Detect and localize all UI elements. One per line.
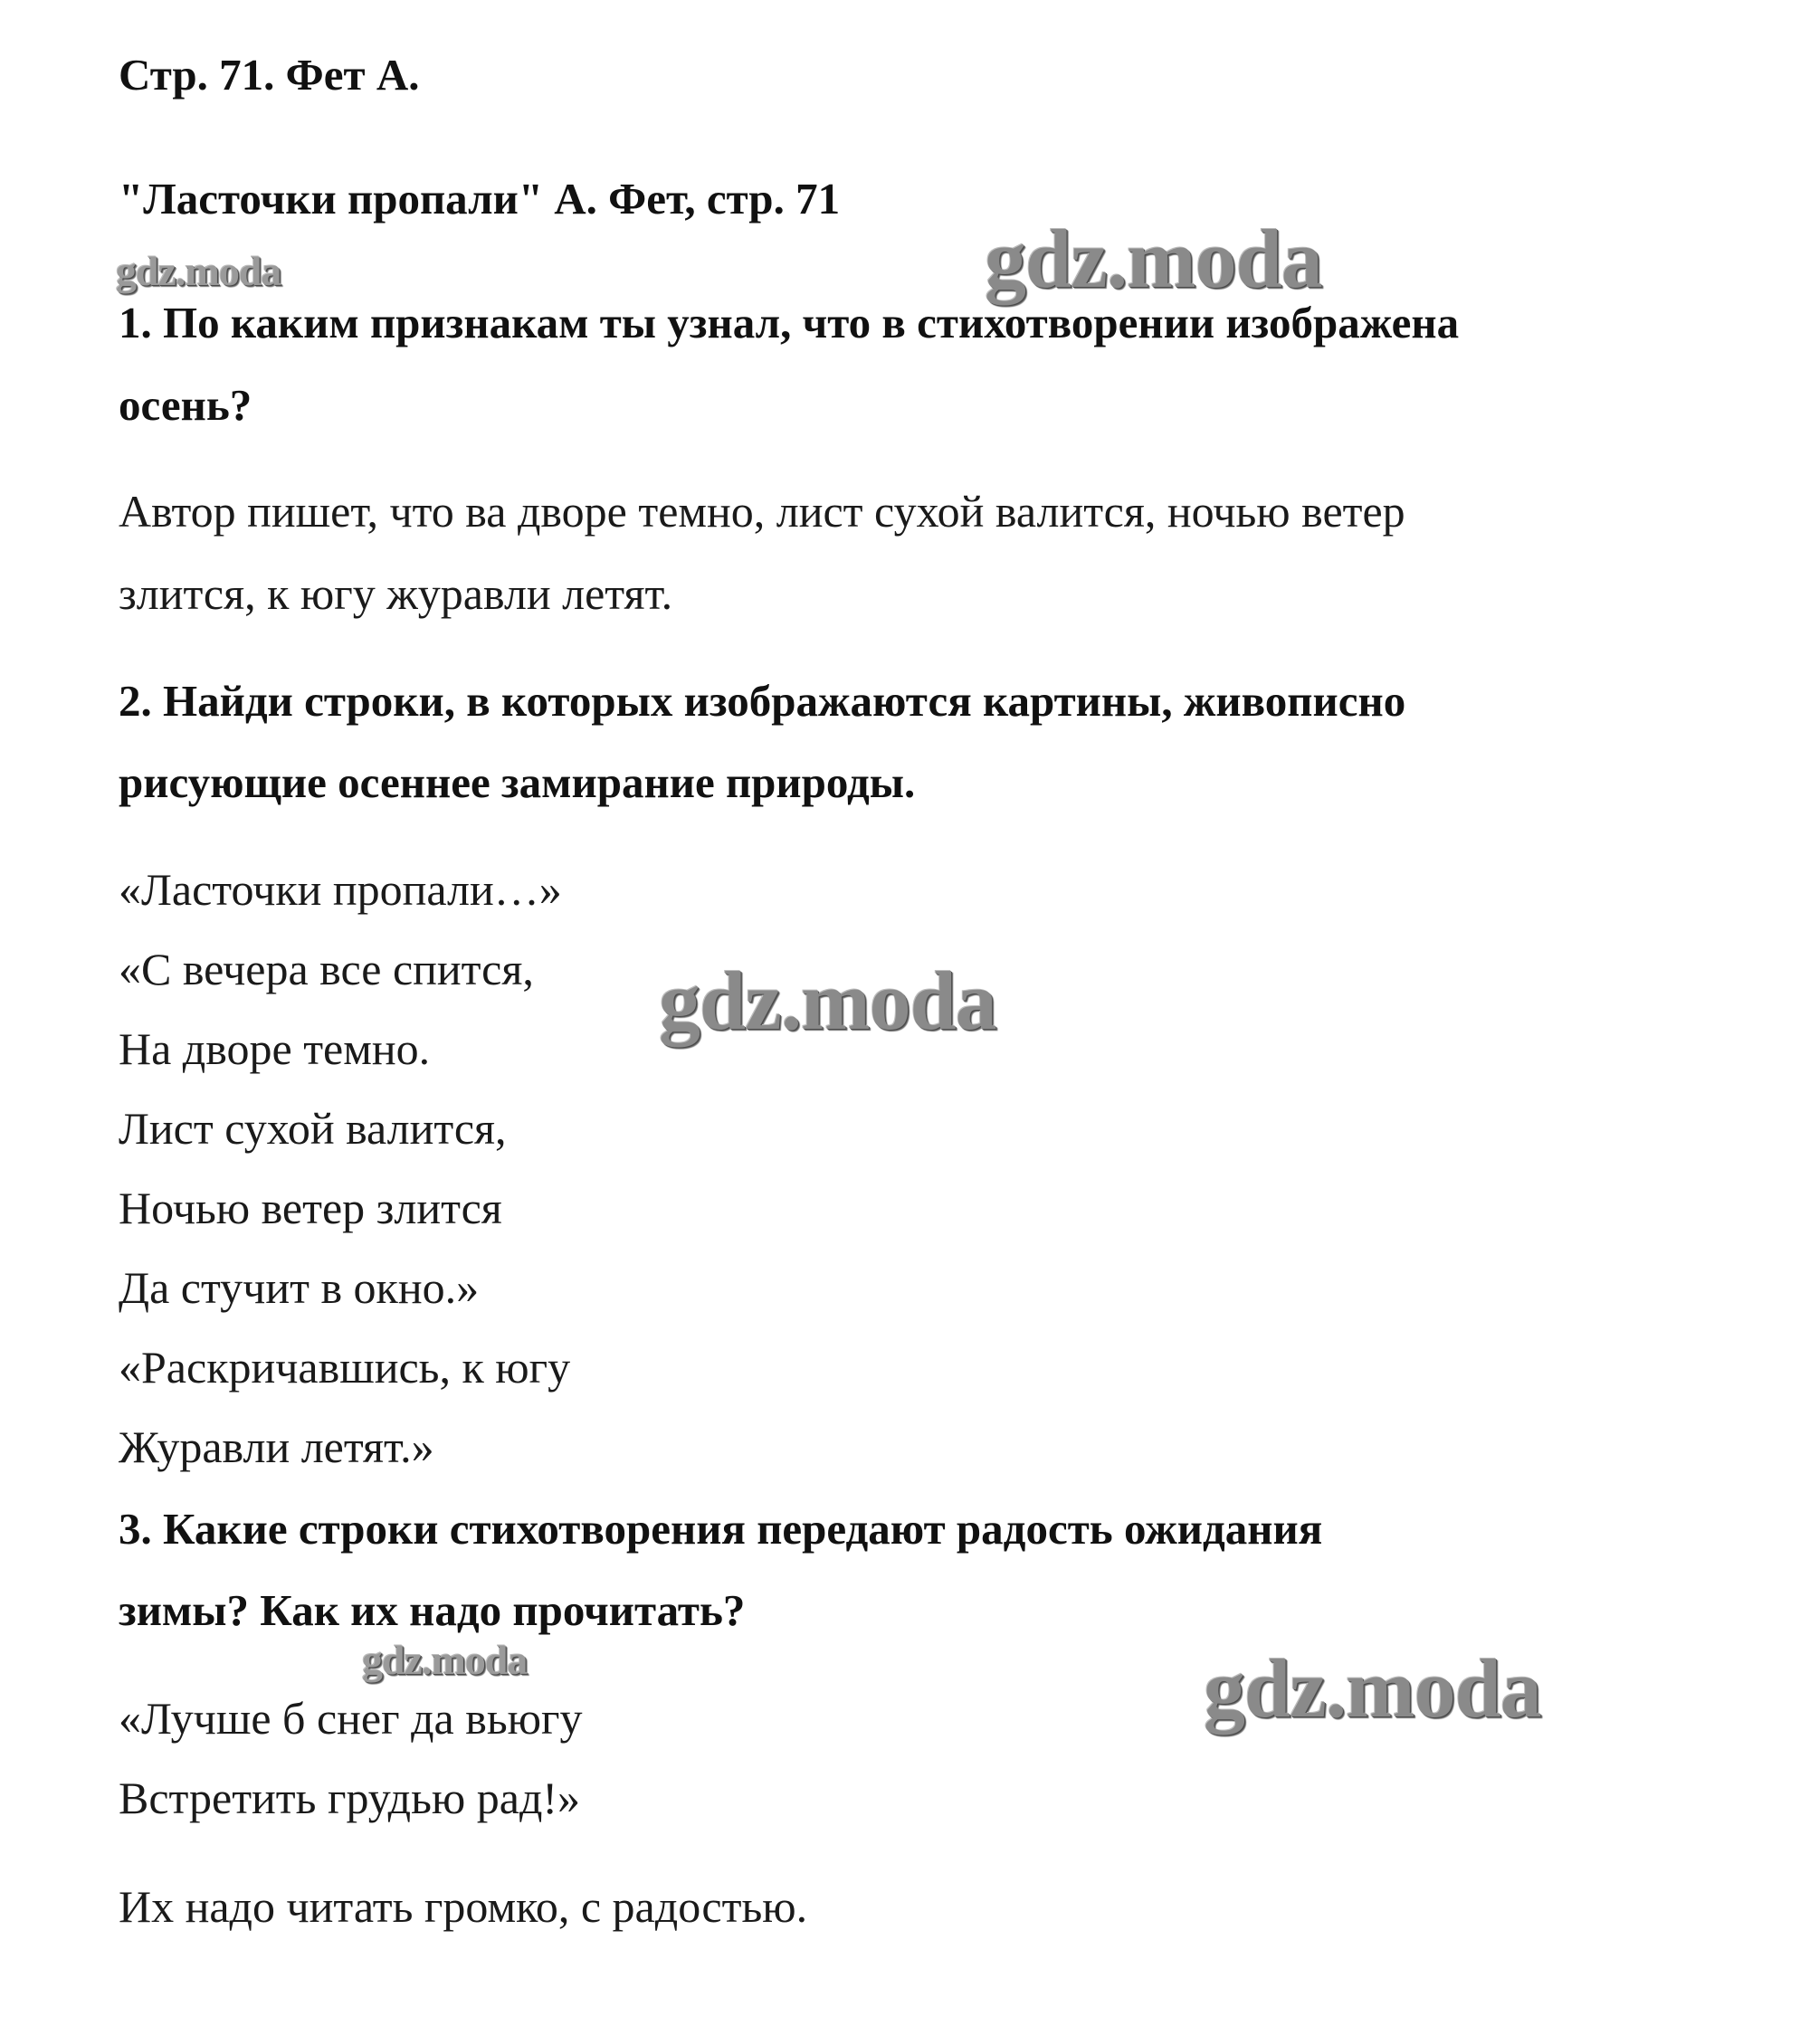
- question-3-line-2: зимы? Как их надо прочитать?: [119, 1585, 746, 1635]
- answer-1-line-2: злится, к югу журавли летят.: [119, 568, 673, 619]
- watermark: gdz.moda: [362, 1637, 528, 1683]
- watermark: gdz.moda: [1204, 1642, 1541, 1735]
- answer-3-line-1: «Лучше б снег да вьюгу: [119, 1693, 583, 1744]
- question-2-line-2: рисующие осеннее замирание природы.: [119, 757, 916, 807]
- question-3-line-1: 3. Какие строки стихотворения передают радость ожидания: [119, 1504, 1323, 1554]
- watermark: gdz.moda: [116, 248, 281, 294]
- answer-3-line-2: Встретить грудью рад!»: [119, 1773, 581, 1823]
- question-2-line-1: 2. Найди строки, в которых изображаются картины, живописно: [119, 676, 1406, 726]
- poem-line: «Ласточки пропали…»: [119, 864, 562, 915]
- poem-line: На дворе темно.: [119, 1023, 431, 1074]
- question-1-line-1: 1. По каким признакам ты узнал, что в стихотворении изображена: [119, 298, 1460, 347]
- page-title: Стр. 71. Фет А.: [119, 50, 420, 100]
- answer-3-extra: Их надо читать громко, с радостью.: [119, 1881, 808, 1932]
- poem-line: Лист сухой валится,: [119, 1103, 507, 1154]
- watermark: gdz.moda: [985, 213, 1322, 305]
- answer-1-line-1: Автор пишет, что ва дворе темно, лист сухой валится, ночью ветер: [119, 486, 1405, 537]
- poem-line: Ночью ветер злится: [119, 1183, 502, 1233]
- poem-line: Да стучит в окно.»: [119, 1262, 480, 1313]
- poem-line: «С вечера все спится,: [119, 944, 534, 994]
- poem-line: Журавли летят.»: [119, 1421, 434, 1472]
- poem-title: "Ласточки пропали" А. Фет, стр. 71: [119, 174, 841, 223]
- question-1-line-2: осень?: [119, 380, 252, 430]
- poem-line: «Раскричавшись, к югу: [119, 1342, 571, 1393]
- watermark: gdz.moda: [659, 955, 996, 1047]
